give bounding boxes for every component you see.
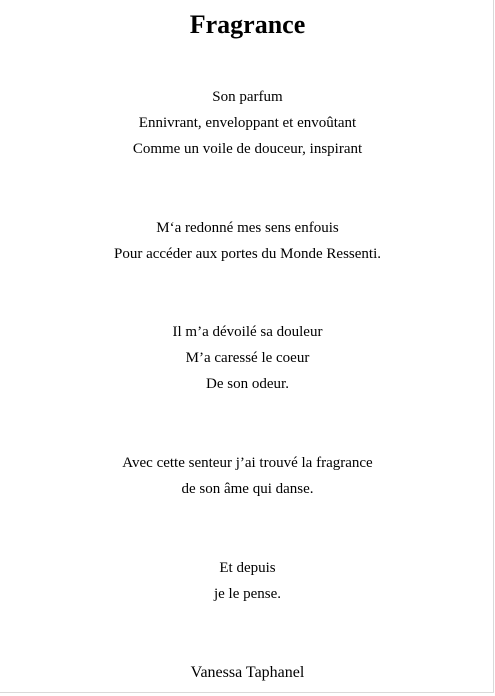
poem-line: Pour accéder aux portes du Monde Ressenti. (113, 246, 381, 262)
stanza-1 (0, 84, 495, 162)
poem-line: Avec cette senteur j’ai trouvé la fragrance (122, 455, 373, 471)
poem-title: Fragrance (189, 10, 306, 39)
poem-line: Ennivrant, enveloppant et envoûtant (138, 115, 357, 131)
stanza-3 (0, 319, 495, 397)
author-name: Vanessa Taphanel (190, 664, 305, 681)
poem-line: M’a caressé le coeur (185, 350, 310, 366)
poem-line: De son odeur. (206, 376, 289, 392)
stanza-5 (0, 555, 495, 607)
poem-line: Et depuis (219, 560, 276, 576)
stanza-2 (0, 215, 495, 267)
poem-line: de son âme qui danse. (181, 481, 314, 497)
stanza-4 (0, 450, 495, 502)
poem-line: M‘a redonné mes sens enfouis (156, 220, 339, 236)
poem-line: Son parfum (212, 89, 283, 105)
poem-line: Il m’a dévoilé sa douleur (172, 324, 323, 340)
poem-line: Comme un voile de douceur, inspirant (132, 141, 363, 157)
poem-line: je le pense. (213, 586, 282, 602)
